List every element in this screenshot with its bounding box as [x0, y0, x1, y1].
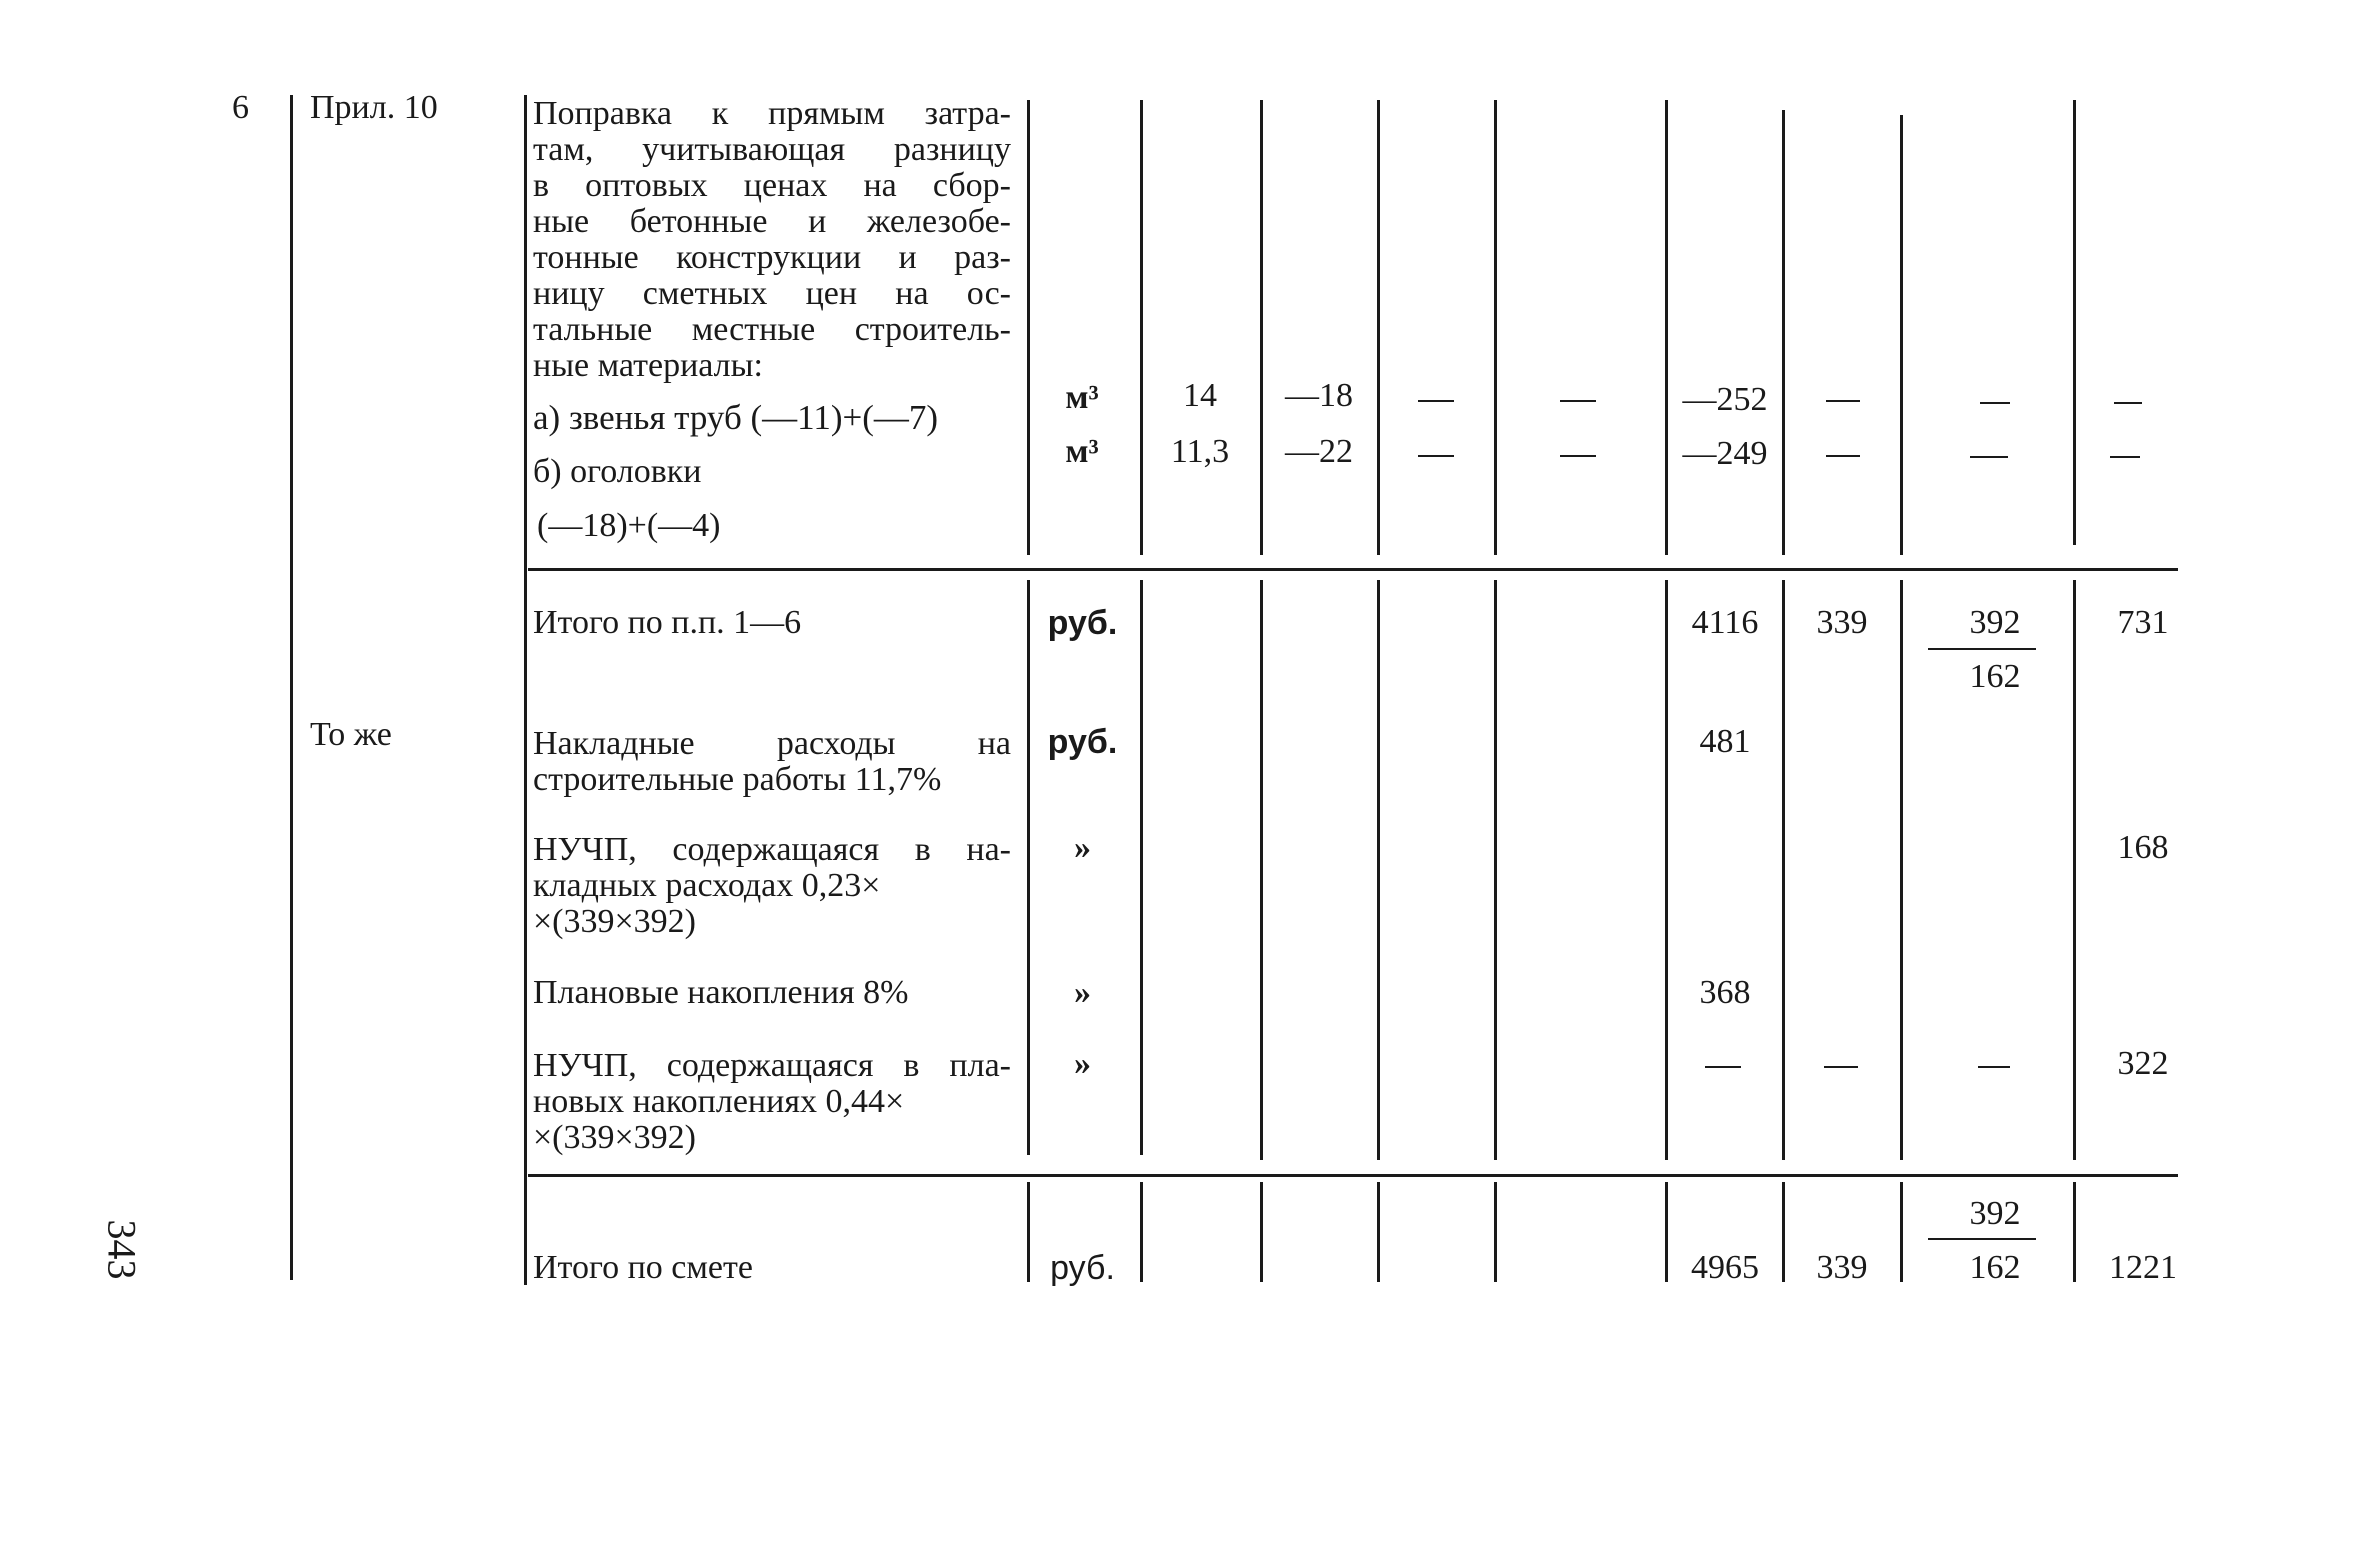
dash-mark [1705, 1066, 1741, 1068]
nuchp-planned-line: новых накоплениях 0,44× [533, 1083, 905, 1120]
col-line-4 [1377, 100, 1380, 555]
subtotal-total: 4116 [1691, 604, 1759, 641]
col-line-total-bot [1665, 1182, 1668, 1282]
correction-line: тальные местные строитель- [533, 311, 1011, 348]
sub-item-a: а) звенья труб (—11)+(—7) [533, 398, 939, 437]
dash-mark [1826, 400, 1860, 402]
planned-total: 368 [1699, 974, 1751, 1011]
col-line-nuchp-bot [2073, 1182, 2076, 1282]
planned-unit: » [1074, 974, 1091, 1011]
correction-description [533, 96, 1011, 384]
nuchp-overhead-unit: » [1074, 829, 1091, 866]
correction-line: ные материалы: [533, 347, 763, 384]
subtotal-unit: руб. [1047, 604, 1118, 642]
dash-mark [1560, 455, 1596, 457]
nuchp-overhead-line: ×(339×392) [533, 903, 696, 940]
dash-mark [1418, 455, 1454, 457]
col-line-4-bot [1377, 1182, 1380, 1282]
nuchp-planned-line: ×(339×392) [533, 1119, 696, 1156]
sub-item-b-formula: (—18)+(—4) [537, 507, 721, 544]
dash-mark [2114, 402, 2142, 404]
nuchp-planned-value: 322 [2117, 1045, 2169, 1082]
cell-total: —252 [1682, 381, 1768, 418]
col-line-unit [1027, 100, 1030, 555]
dash-mark [1560, 400, 1596, 402]
cell-price: —22 [1285, 433, 1353, 470]
col-line-4-mid [1377, 580, 1380, 1160]
correction-line: Поправка к прямым затра- [533, 95, 1011, 132]
overhead-total: 481 [1699, 723, 1751, 760]
dash-mark [1824, 1066, 1858, 1068]
col-line-wages-bot [1782, 1182, 1785, 1282]
cell-qty: 11,3 [1170, 433, 1230, 470]
subtotal-wages: 339 [1816, 604, 1868, 641]
fraction-bar [1928, 648, 2036, 650]
col-line-desc [524, 95, 527, 1285]
correction-line: в оптовых ценах на сбор- [533, 167, 1011, 204]
cell-total: —249 [1682, 435, 1768, 472]
row-number: 6 [232, 89, 249, 126]
cell-price: —18 [1285, 377, 1353, 414]
grand-total-wages: 339 [1816, 1249, 1868, 1286]
col-line-qty-mid [1140, 580, 1143, 1155]
grand-total-nuchp: 1221 [2109, 1249, 2177, 1286]
cell-unit: м³ [1065, 433, 1099, 470]
dash-mark [1978, 1066, 2010, 1068]
col-line-qty [1140, 100, 1143, 555]
sub-item-b: б) оголовки [533, 453, 702, 490]
subtotal-machines-top: 392 [1969, 604, 2021, 641]
appendix-reference: Прил. 10 [310, 89, 438, 126]
col-line-price-bot [1260, 1182, 1263, 1282]
grand-total-machines-bottom: 162 [1969, 1249, 2021, 1286]
nuchp-planned-unit: » [1074, 1045, 1091, 1082]
dash-mark [1980, 402, 2010, 404]
nuchp-planned-line: НУЧП, содержащаяся в пла- [533, 1047, 1011, 1084]
grand-total-unit: руб. [1050, 1249, 1115, 1287]
cell-unit: м³ [1065, 379, 1099, 416]
nuchp-overhead-label [533, 832, 1011, 940]
planned-label: Плановые накопления 8% [533, 974, 909, 1011]
subtotal-label: Итого по п.п. 1—6 [533, 604, 802, 641]
nuchp-overhead-line: кладных расходах 0,23× [533, 867, 881, 904]
col-line-machines [1900, 115, 1903, 555]
nuchp-overhead-line: НУЧП, содержащаяся в на- [533, 831, 1011, 868]
col-line-price [1260, 100, 1263, 555]
same-as-above-note: То же [310, 716, 392, 753]
fraction-bar [1928, 1238, 2036, 1240]
subtotal-machines-bottom: 162 [1969, 658, 2021, 695]
col-line-wages [1782, 110, 1785, 555]
cell-qty: 14 [1183, 377, 1217, 414]
col-line-qty-bot [1140, 1182, 1143, 1282]
col-line-wages-mid [1782, 580, 1785, 1160]
page-number: 343 [99, 1219, 145, 1280]
col-line-5-bot [1494, 1182, 1497, 1282]
col-line-total-mid [1665, 580, 1668, 1160]
subtotal-nuchp: 731 [2117, 604, 2169, 641]
rule-after-correction [528, 568, 2178, 571]
col-line-total [1665, 100, 1668, 555]
dash-mark [2110, 456, 2140, 458]
nuchp-planned-label [533, 1048, 1011, 1156]
correction-line: ные бетонные и железобе- [533, 203, 1011, 240]
margin-rule [290, 95, 293, 1280]
correction-line: там, учитывающая разницу [533, 131, 1011, 168]
col-line-nuchp-mid [2073, 580, 2076, 1160]
col-line-machines-bot [1900, 1182, 1903, 1282]
overhead-line: Накладные расходы на [533, 725, 1011, 762]
overhead-unit: руб. [1047, 723, 1118, 761]
col-line-5 [1494, 100, 1497, 555]
nuchp-overhead-value: 168 [2117, 829, 2169, 866]
overhead-label [533, 726, 1011, 798]
correction-line: ницу сметных цен на ос- [533, 275, 1011, 312]
dash-mark [1418, 400, 1454, 402]
rule-before-grand-total [528, 1174, 2178, 1177]
dash-mark [1970, 456, 2008, 458]
grand-total-machines-top: 392 [1969, 1195, 2021, 1232]
dash-mark [1826, 455, 1860, 457]
col-line-nuchp [2073, 100, 2076, 545]
col-line-5-mid [1494, 580, 1497, 1160]
grand-total-label: Итого по смете [533, 1249, 753, 1286]
col-line-price-mid [1260, 580, 1263, 1160]
overhead-line: строительные работы 11,7% [533, 761, 942, 798]
col-line-machines-mid [1900, 580, 1903, 1160]
grand-total-value: 4965 [1691, 1249, 1759, 1286]
correction-line: тонные конструкции и раз- [533, 239, 1011, 276]
